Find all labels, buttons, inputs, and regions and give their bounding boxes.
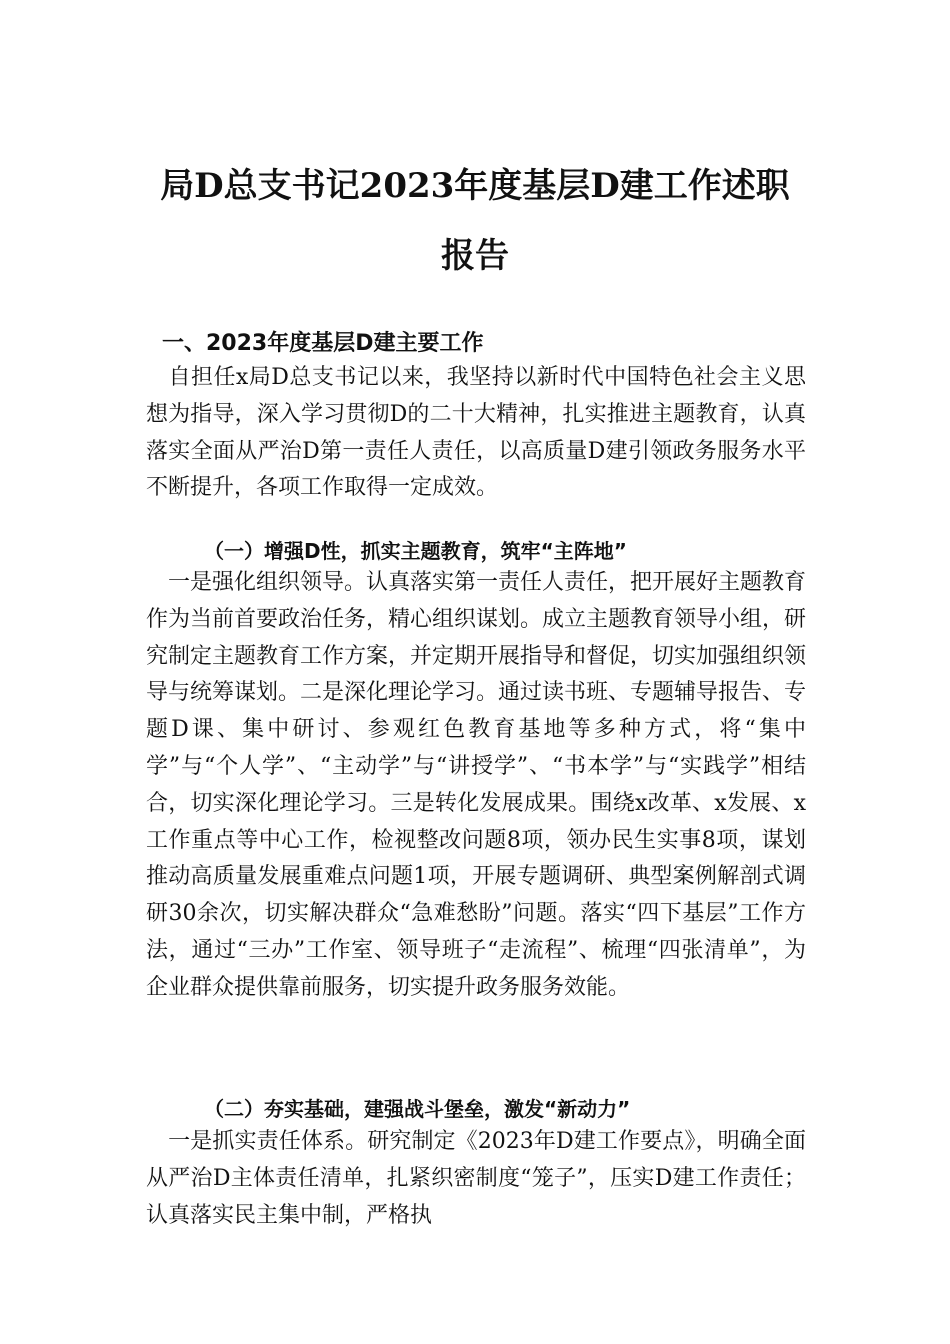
section-1-intro-paragraph: 自担任x局D总支书记以来，我坚持以新时代中国特色社会主义思想为指导，深入学习贯彻D的二十大精神，扎实推进主题教育，认真落实全面从严治D第一责任人责任，以高质量D建引领政务服务水平不断提升，各项工作取得一定成效。 (146, 365, 806, 501)
subsection-1-paragraph: 一是强化组织领导。认真落实第一责任人责任，把开展好主题教育作为当前首要政治任务，精心组织谋划。成立主题教育领导小组，研究制定主题教育工作方案，并定期开展指导和督促，切实加强组织领导与统筹谋划。二是深化理论学习。通过读书班、专题辅导报告、专题D课、集中研讨、参观红色教育基地等多种方式，将“集中学”与“个人学”、“主动学”与“讲授学”、“书本学”与“实践学”相结合，切实深化理论学习。三是转化发展成果。围绕x改革、x发展、x工作重点等中心工作，检视整改问题8项，领办民生实事8项，谋划推动高质量发展重难点问题1项，开展专题调研、典型案例解剖式调研30余次，切实解决群众“急难愁盼”问题。落实“四下基层”工作方法，通过“三办”工作室、领导班子“走流程”、梳理“四张清单”，为企业群众提供靠前服务，切实提升政务服务效能。 (146, 570, 806, 1000)
document-title-line-2: 报告 (441, 236, 509, 276)
document-title-line-1: 局D总支书记2023年度基层D建工作述职 (160, 166, 790, 206)
section-1-heading: 一、2023年度基层D建主要工作 (162, 331, 484, 356)
subsection-2-heading: （二）夯实基础，建强战斗堡垒，激发“新动力” (204, 1097, 631, 1121)
subsection-2-paragraph: 一是抓实责任体系。研究制定《2023年D建工作要点》，明确全面从严治D主体责任清单，扎紧织密制度“笼子”，压实D建工作责任；认真落实民主集中制，严格执 (146, 1129, 806, 1228)
subsection-1-heading: （一）增强D性，抓实主题教育，筑牢“主阵地” (204, 539, 627, 563)
